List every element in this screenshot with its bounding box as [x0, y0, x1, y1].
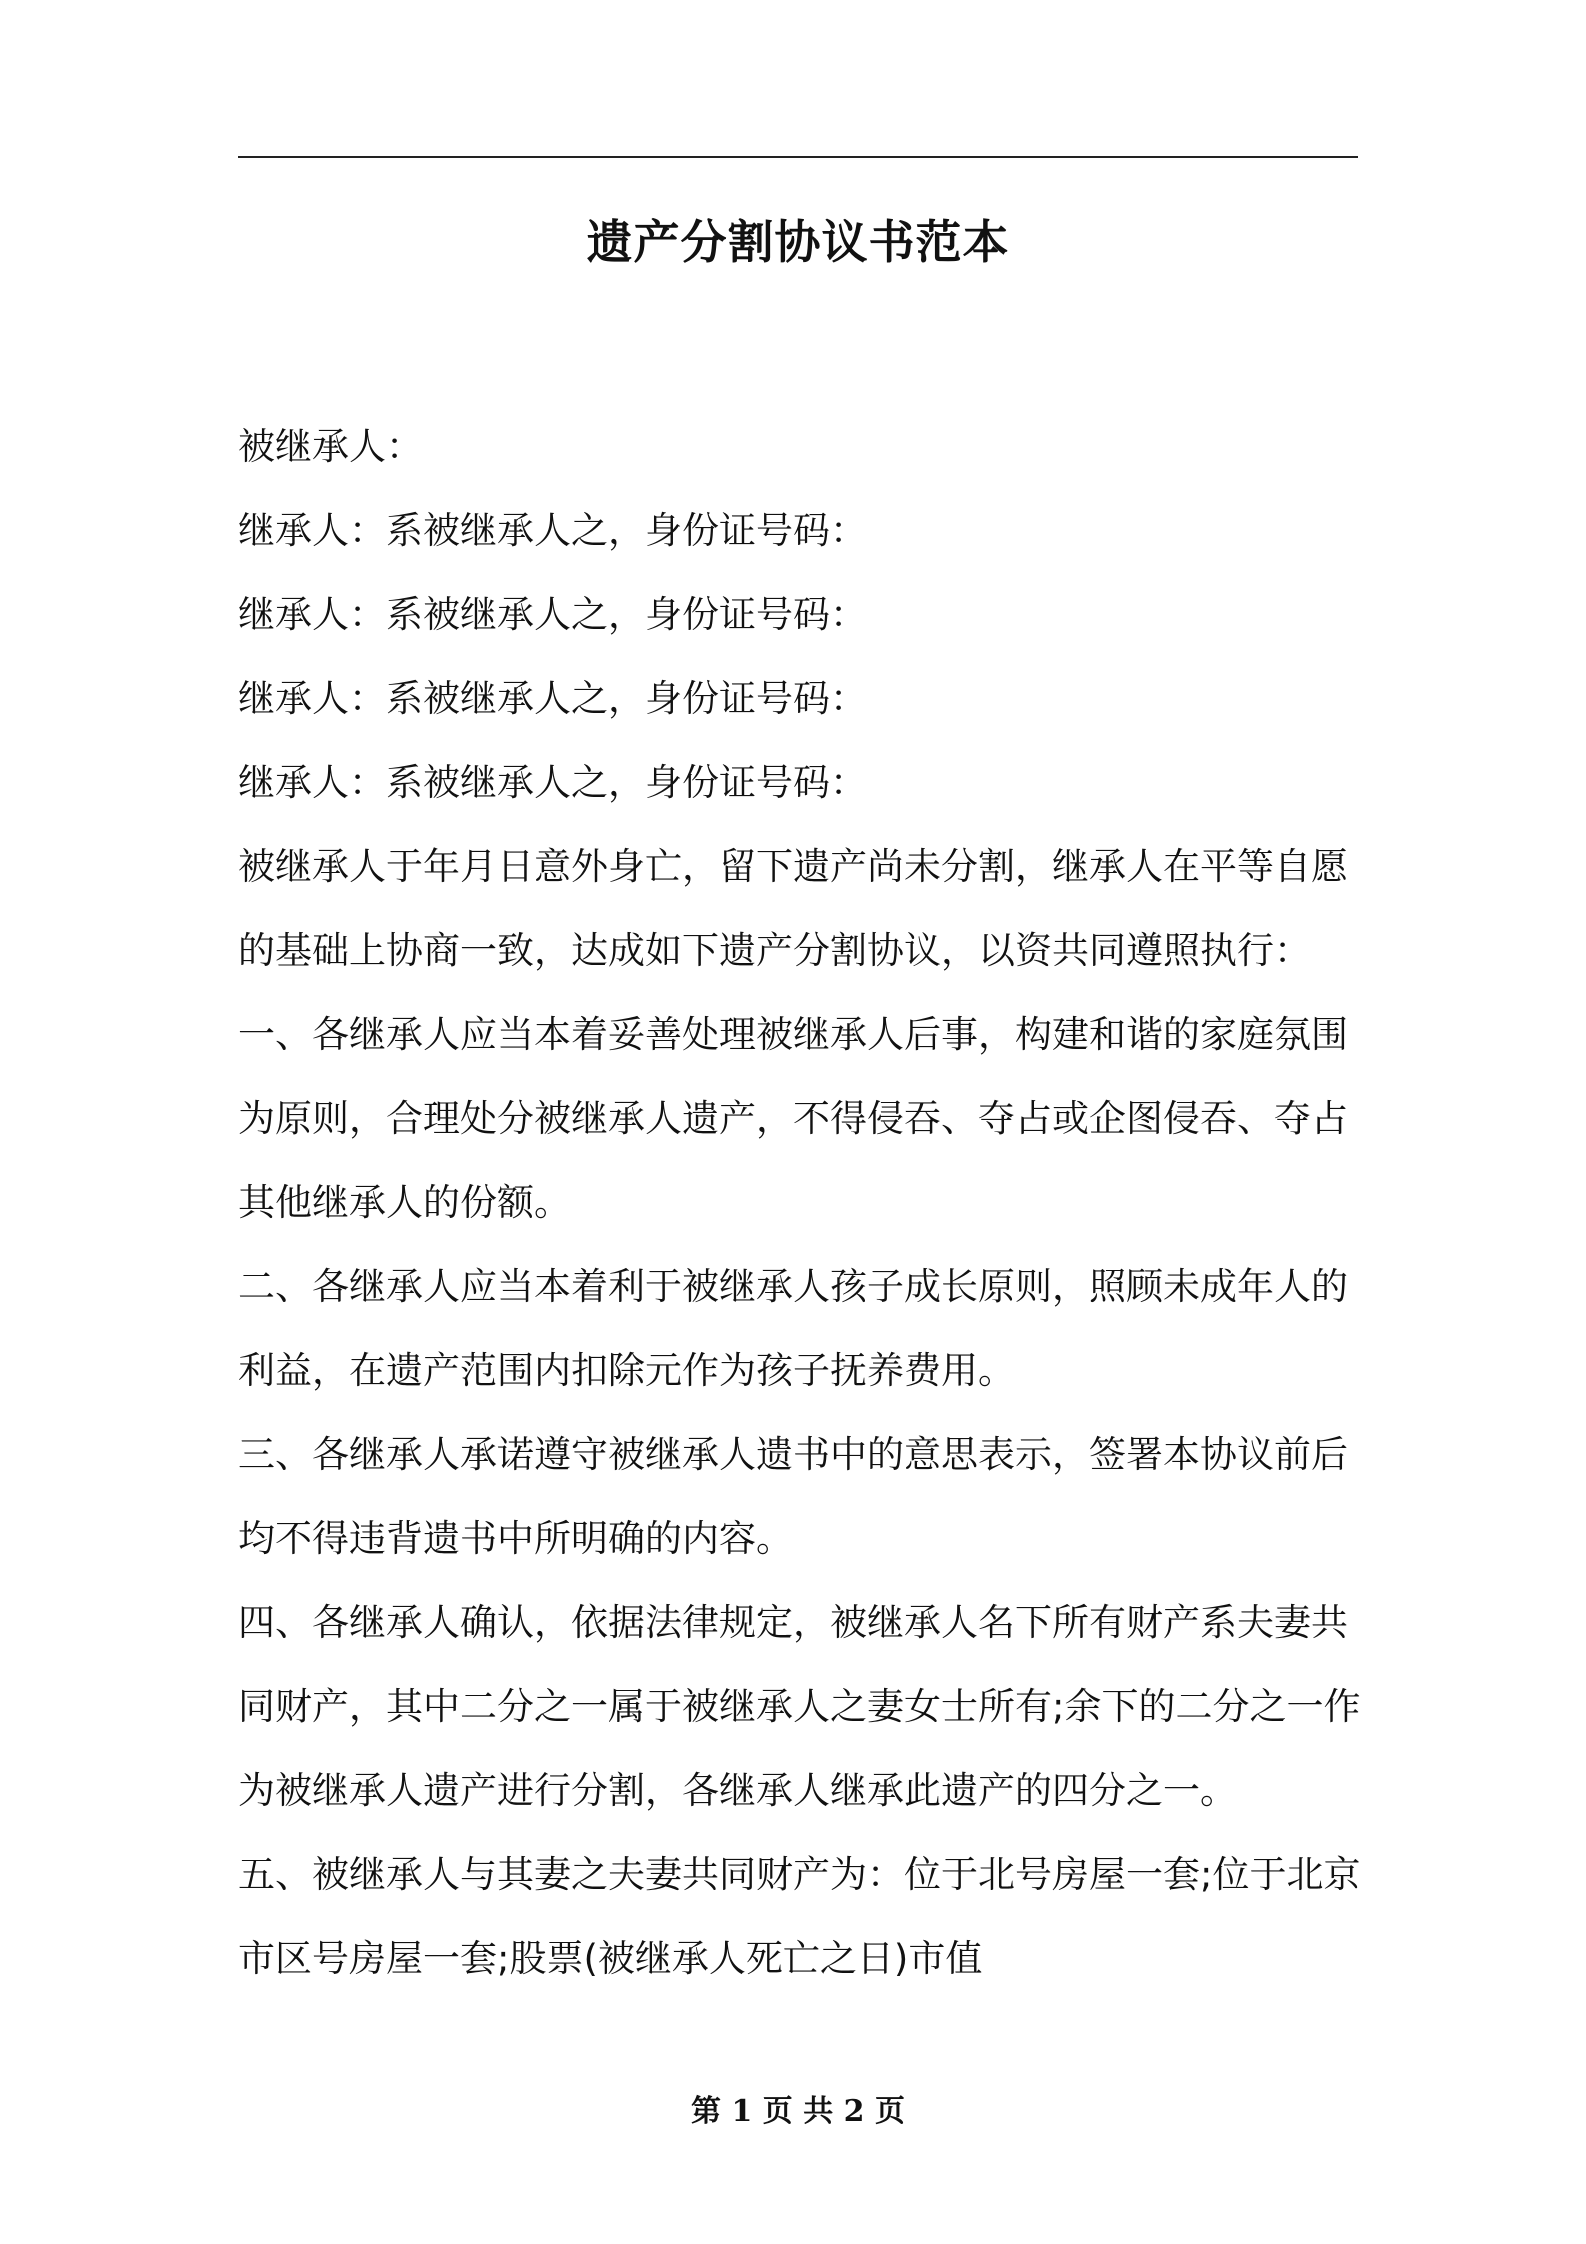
page-number: 第 1 页 共 2 页: [691, 2094, 905, 2129]
paragraph-clause-4: 四、各继承人确认，依据法律规定，被继承人名下所有财产系夫妻共同财产，其中二分之一属于被继承人之妻女士所有;余下的二分之一作为被继承人遗产进行分割，各继承人继承此遗产的四分之一。: [238, 1601, 1361, 1812]
paragraph-heir-1: 继承人：系被继承人之，身份证号码：: [238, 509, 867, 552]
paragraph-clause-5: 五、被继承人与其妻之夫妻共同财产为：位于北号房屋一套;位于北京市区号房屋一套;股票(被继承人死亡之日)市值: [238, 1853, 1361, 1980]
paragraph-clause-3: 三、各继承人承诺遵守被继承人遗书中的意思表示，签署本协议前后均不得违背遗书中所明确的内容。: [238, 1433, 1348, 1560]
paragraph-heir-4: 继承人：系被继承人之，身份证号码：: [238, 761, 867, 804]
paragraph-clause-1: 一、各继承人应当本着妥善处理被继承人后事，构建和谐的家庭氛围为原则，合理处分被继承人遗产，不得侵吞、夺占或企图侵吞、夺占其他继承人的份额。: [238, 1013, 1348, 1224]
document-body: [238, 405, 1368, 2001]
paragraph-clause-2: 二、各继承人应当本着利于被继承人孩子成长原则，照顾未成年人的利益，在遗产范围内扣除元作为孩子抚养费用。: [238, 1265, 1348, 1392]
document-title: 遗产分割协议书范本: [586, 215, 1010, 269]
paragraph-preamble: 被继承人于年月日意外身亡，留下遗产尚未分割，继承人在平等自愿的基础上协商一致，达成如下遗产分割协议，以资共同遵照执行：: [238, 845, 1348, 972]
header-rule: [238, 156, 1358, 158]
paragraph-heir-3: 继承人：系被继承人之，身份证号码：: [238, 677, 867, 720]
paragraph-decedent: 被继承人：: [238, 425, 423, 468]
paragraph-heir-2: 继承人：系被继承人之，身份证号码：: [238, 593, 867, 636]
